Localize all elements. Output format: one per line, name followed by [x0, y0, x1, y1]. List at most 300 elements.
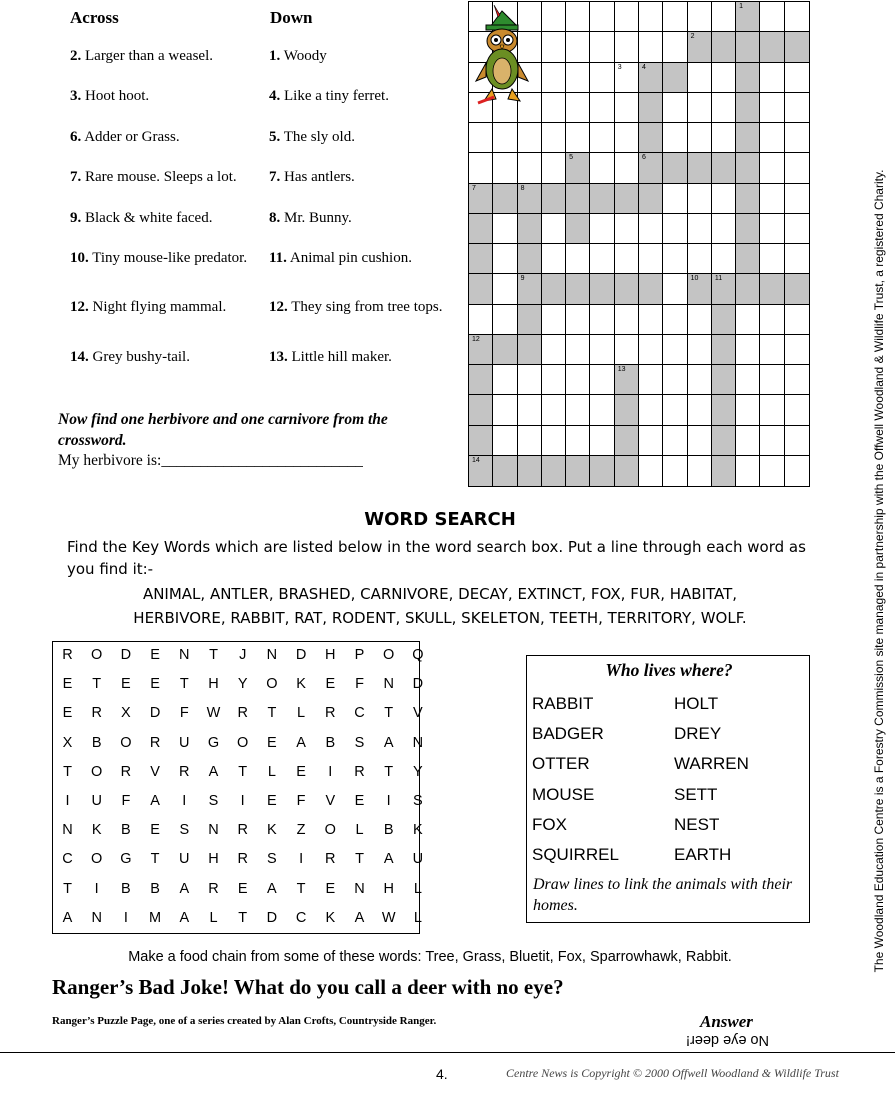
word-search-letter[interactable]: F: [121, 793, 131, 809]
crossword-answer-cell[interactable]: [493, 335, 517, 365]
crossword-answer-cell[interactable]: [736, 153, 760, 183]
word-search-letter[interactable]: T: [238, 763, 248, 780]
crossword-blank-cell: [688, 335, 712, 365]
word-search-letter[interactable]: L: [209, 909, 218, 926]
crossword-answer-cell[interactable]: [469, 395, 493, 425]
crossword-blank-cell: [542, 426, 566, 456]
crossword-answer-cell[interactable]: [736, 2, 760, 32]
crossword-blank-cell: [785, 123, 809, 153]
crossword-blank-cell: [615, 305, 639, 335]
word-search-letter[interactable]: S: [413, 793, 423, 809]
word-search-letter[interactable]: R: [354, 763, 365, 780]
animal-home[interactable]: SETT: [674, 784, 718, 804]
word-search-row: [53, 846, 424, 875]
crossword-blank-cell: [542, 153, 566, 183]
word-search-letter[interactable]: M: [149, 909, 162, 926]
side-charity-note: The Woodland Education Centre is a Forestry Commission site managed in partnership with the Offwell Woodland & Wildlife Trust, a registered Charity.: [872, 169, 886, 973]
who-lives-where-title: Who lives where?: [605, 660, 733, 680]
herbivore-answer-blank[interactable]: __________________________: [161, 452, 363, 469]
word-search-letter[interactable]: D: [266, 909, 278, 926]
word-search-letter[interactable]: N: [208, 822, 219, 839]
word-search-letter[interactable]: T: [63, 880, 72, 897]
word-search-letter[interactable]: R: [149, 734, 161, 751]
across-clue: [70, 127, 270, 147]
crossword-blank-cell: [542, 32, 566, 62]
crossword-answer-cell[interactable]: [736, 184, 760, 214]
crossword-answer-cell[interactable]: [736, 274, 760, 304]
word-search-letter[interactable]: D: [295, 647, 307, 663]
crossword-blank-cell: [663, 456, 687, 486]
word-search-letter[interactable]: L: [413, 909, 422, 926]
word-search-letter[interactable]: R: [179, 763, 190, 780]
word-search-letter[interactable]: X: [121, 705, 131, 722]
word-search-letter[interactable]: E: [267, 734, 277, 751]
word-search-letter[interactable]: K: [413, 822, 423, 839]
ranger-owl-mascot: [472, 5, 532, 107]
word-search-letter[interactable]: I: [123, 909, 128, 926]
crossword-blank-cell: [785, 63, 809, 93]
word-search-letter[interactable]: B: [121, 822, 131, 839]
word-search-letter[interactable]: K: [296, 676, 306, 693]
word-search-letter[interactable]: N: [383, 676, 394, 693]
crossword-blank-cell: [785, 456, 809, 486]
crossword-blank-cell: [736, 426, 760, 456]
word-search-letter[interactable]: S: [354, 734, 365, 751]
crossword-answer-cell[interactable]: [615, 395, 639, 425]
animal-home[interactable]: EARTH: [674, 845, 732, 864]
word-search-row: [53, 759, 421, 788]
crossword-blank-cell: [736, 395, 760, 425]
crossword-answer-cell[interactable]: [736, 63, 760, 93]
word-search-letter[interactable]: Y: [237, 676, 248, 693]
word-search-letter[interactable]: T: [209, 647, 218, 663]
crossword-answer-cell[interactable]: [493, 456, 517, 486]
crossword-blank-cell: [760, 93, 784, 123]
crossword-blank-cell: [542, 214, 566, 244]
word-search-letter[interactable]: R: [237, 822, 248, 839]
crossword-answer-cell[interactable]: [688, 274, 712, 304]
word-search-letter[interactable]: A: [267, 880, 277, 897]
animal-name[interactable]: MOUSE: [532, 784, 595, 804]
word-search-letter[interactable]: O: [91, 647, 103, 663]
crossword-blank-cell: [639, 305, 663, 335]
word-search-letter[interactable]: T: [384, 705, 394, 722]
word-search-title: WORD SEARCH: [364, 509, 516, 530]
crossword-blank-cell: [663, 184, 687, 214]
clue-number: 4.: [269, 88, 281, 104]
word-search-letter[interactable]: D: [412, 676, 424, 693]
crossword-answer-cell[interactable]: [712, 456, 736, 486]
crossword-answer-cell[interactable]: [469, 244, 493, 274]
crossword-answer-cell[interactable]: [615, 456, 639, 486]
word-search-letter[interactable]: H: [208, 851, 219, 868]
crossword-answer-cell[interactable]: [712, 305, 736, 335]
word-search-letter[interactable]: V: [413, 705, 423, 722]
word-search-letter[interactable]: L: [413, 880, 422, 897]
crossword-blank-cell: [566, 426, 590, 456]
crossword-blank-cell: [639, 335, 663, 365]
crossword-answer-cell[interactable]: [469, 426, 493, 456]
footer-divider: [0, 1052, 895, 1053]
word-search-letter[interactable]: R: [62, 647, 73, 663]
crossword-answer-cell[interactable]: [760, 32, 784, 62]
crossword-blank-cell: [542, 395, 566, 425]
word-search-letter[interactable]: C: [354, 705, 365, 722]
word-search-letter[interactable]: K: [91, 822, 102, 839]
word-search-letter[interactable]: A: [383, 734, 394, 751]
animal-home[interactable]: WARREN: [674, 754, 749, 774]
crossword-blank-cell: [688, 395, 712, 425]
crossword-answer-cell[interactable]: [469, 335, 493, 365]
word-search-letter[interactable]: H: [208, 676, 219, 693]
crossword-blank-cell: [785, 305, 809, 335]
crossword-blank-cell: [663, 365, 687, 395]
crossword-answer-cell[interactable]: [712, 32, 736, 62]
word-search-letter[interactable]: I: [386, 793, 391, 809]
word-search-letter[interactable]: R: [120, 763, 132, 780]
word-search-letter[interactable]: H: [325, 647, 336, 663]
word-search-letter[interactable]: B: [121, 880, 131, 897]
word-search-letter[interactable]: U: [91, 793, 102, 809]
crossword-answer-cell[interactable]: [469, 274, 493, 304]
crossword-answer-cell[interactable]: [615, 426, 639, 456]
crossword-answer-cell[interactable]: [639, 153, 663, 183]
word-search-letter[interactable]: T: [63, 763, 72, 780]
crossword-answer-cell[interactable]: [760, 274, 784, 304]
crossword-answer-cell[interactable]: [518, 305, 542, 335]
word-search-letter[interactable]: K: [267, 822, 277, 839]
word-search-letter[interactable]: T: [150, 851, 160, 868]
crossword-answer-cell[interactable]: [712, 153, 736, 183]
animal-home[interactable]: NEST: [674, 814, 720, 834]
crossword-answer-cell[interactable]: [542, 456, 566, 486]
word-search-letter[interactable]: A: [62, 909, 73, 926]
word-search-letter[interactable]: T: [267, 705, 277, 722]
word-search-letter[interactable]: T: [238, 909, 248, 926]
crossword-blank-cell: [712, 214, 736, 244]
crossword-answer-cell[interactable]: [663, 153, 687, 183]
crossword-blank-cell: [615, 2, 639, 32]
crossword-answer-cell[interactable]: [736, 123, 760, 153]
crossword-answer-cell[interactable]: [542, 184, 566, 214]
word-search-letter[interactable]: B: [325, 734, 336, 751]
word-search-letter[interactable]: I: [299, 851, 304, 868]
word-search-letter[interactable]: K: [325, 909, 336, 926]
word-search-letter[interactable]: E: [62, 705, 73, 722]
crossword-answer-cell[interactable]: [736, 244, 760, 274]
crossword-answer-cell[interactable]: [566, 456, 590, 486]
crossword-answer-cell[interactable]: [712, 426, 736, 456]
word-search-letter[interactable]: L: [355, 822, 364, 839]
word-search-letter[interactable]: T: [296, 880, 306, 897]
animal-home[interactable]: HOLT: [674, 694, 719, 713]
crossword-answer-cell[interactable]: [688, 153, 712, 183]
word-search-letter[interactable]: E: [325, 676, 336, 693]
crossword-answer-cell[interactable]: [469, 456, 493, 486]
crossword-blank-cell: [493, 214, 517, 244]
word-search-letter[interactable]: A: [354, 909, 365, 926]
word-search-letter[interactable]: F: [355, 676, 364, 693]
crossword-answer-cell[interactable]: [566, 214, 590, 244]
crossword-blank-cell: [785, 244, 809, 274]
crossword-blank-cell: [493, 365, 517, 395]
word-search-letter[interactable]: T: [92, 676, 102, 693]
word-search-letter[interactable]: A: [179, 880, 190, 897]
animal-home[interactable]: DREY: [674, 724, 722, 744]
crossword-answer-cell[interactable]: [518, 184, 542, 214]
word-search-letter[interactable]: R: [237, 851, 248, 868]
word-search-letter[interactable]: B: [91, 734, 102, 751]
crossword-answer-cell[interactable]: [566, 274, 590, 304]
word-search-letter[interactable]: I: [65, 793, 70, 809]
crossword-blank-cell: [493, 244, 517, 274]
clue-number: 7.: [269, 169, 281, 185]
word-search-letter[interactable]: U: [179, 734, 190, 751]
crossword-answer-cell[interactable]: [590, 274, 614, 304]
crossword-blank-cell: [615, 93, 639, 123]
word-search-letter[interactable]: E: [267, 793, 277, 809]
word-search-letter[interactable]: A: [208, 763, 219, 780]
word-search-letter[interactable]: R: [91, 705, 102, 722]
crossword-answer-cell[interactable]: [736, 93, 760, 123]
crossword-blank-cell: [566, 305, 590, 335]
word-search-letter[interactable]: N: [91, 909, 102, 926]
crossword-answer-cell[interactable]: [518, 244, 542, 274]
word-search-letter[interactable]: L: [297, 705, 306, 722]
word-search-grid[interactable]: [52, 641, 424, 934]
word-search-letter[interactable]: H: [383, 880, 394, 897]
crossword-blank-cell: [615, 335, 639, 365]
word-search-letter[interactable]: E: [354, 793, 365, 809]
word-search-letter[interactable]: T: [384, 763, 394, 780]
crossword-answer-cell[interactable]: [590, 184, 614, 214]
word-search-letter[interactable]: I: [240, 793, 245, 809]
word-search-letter[interactable]: F: [296, 793, 306, 809]
crossword-blank-cell: [688, 214, 712, 244]
across-clue: [70, 208, 270, 228]
word-search-letter[interactable]: R: [237, 705, 248, 722]
crossword-blank-cell: [736, 365, 760, 395]
crossword-answer-cell[interactable]: [566, 153, 590, 183]
word-search-letter[interactable]: S: [179, 822, 190, 839]
crossword-answer-cell[interactable]: [518, 335, 542, 365]
crossword-blank-cell: [590, 305, 614, 335]
page-number: 4.: [436, 1066, 448, 1082]
word-search-row: [53, 817, 421, 846]
across-clue: [70, 167, 270, 187]
word-search-letter[interactable]: E: [62, 676, 73, 693]
word-search-letter[interactable]: U: [412, 851, 424, 868]
crossword-blank-cell: [590, 2, 614, 32]
crossword-blank-cell: [590, 426, 614, 456]
crossword-blank-cell: [688, 244, 712, 274]
word-search-letter[interactable]: E: [237, 880, 248, 897]
word-search-letter[interactable]: N: [179, 647, 190, 663]
crossword-answer-cell[interactable]: [639, 184, 663, 214]
crossword-blank-cell: [663, 335, 687, 365]
crossword-blank-cell: [688, 426, 712, 456]
word-search-letter[interactable]: A: [296, 734, 306, 751]
crossword-blank-cell: [639, 395, 663, 425]
word-search-letter[interactable]: O: [383, 647, 395, 663]
crossword-blank-cell: [542, 123, 566, 153]
crossword-answer-cell[interactable]: [469, 365, 493, 395]
clue-number-label: 13: [617, 366, 626, 373]
word-search-letter[interactable]: X: [62, 734, 73, 751]
word-search-letter[interactable]: I: [182, 793, 187, 809]
crossword-answer-cell[interactable]: [518, 214, 542, 244]
word-search-letter[interactable]: T: [355, 851, 364, 868]
word-search-letter[interactable]: F: [179, 705, 189, 722]
crossword-answer-cell[interactable]: [736, 32, 760, 62]
word-search-letter[interactable]: Z: [296, 822, 306, 839]
crossword-blank-cell: [518, 365, 542, 395]
clue-number-label: 8: [520, 184, 525, 192]
word-search-letter[interactable]: R: [208, 880, 219, 897]
clue-number-label: 3: [617, 63, 622, 71]
crossword-blank-cell: [760, 305, 784, 335]
word-search-letter[interactable]: T: [179, 676, 189, 693]
word-search-letter[interactable]: P: [354, 647, 365, 663]
word-search-letter[interactable]: R: [325, 851, 336, 868]
word-search-letter[interactable]: Y: [413, 763, 423, 780]
crossword-blank-cell: [760, 214, 784, 244]
word-search-letter[interactable]: G: [207, 734, 220, 751]
word-search-letter[interactable]: O: [91, 851, 103, 868]
crossword-blank-cell: [590, 32, 614, 62]
word-search-letter[interactable]: E: [150, 822, 160, 839]
crossword-blank-cell: [760, 123, 784, 153]
word-search-letter[interactable]: A: [383, 851, 394, 868]
clue-number-label: 2: [690, 33, 695, 41]
word-search-letter[interactable]: U: [179, 851, 190, 868]
crossword-blank-cell: [712, 244, 736, 274]
crossword-answer-cell[interactable]: [542, 274, 566, 304]
word-search-letter[interactable]: G: [120, 851, 132, 868]
word-search-letter[interactable]: E: [121, 676, 131, 693]
word-search-letter[interactable]: D: [149, 705, 161, 722]
animal-name[interactable]: FOX: [532, 814, 567, 834]
crossword-answer-cell[interactable]: [785, 274, 809, 304]
word-search-letter[interactable]: W: [381, 909, 396, 926]
crossword-blank-cell: [566, 2, 590, 32]
across-clue: [70, 86, 270, 106]
word-search-letter[interactable]: S: [267, 851, 277, 868]
crossword-answer-cell[interactable]: [590, 456, 614, 486]
across-clue: [70, 248, 270, 268]
word-search-letter[interactable]: Q: [412, 647, 424, 663]
word-search-letter[interactable]: O: [266, 676, 278, 693]
word-search-letter[interactable]: I: [94, 880, 99, 897]
word-search-letter[interactable]: N: [266, 647, 278, 663]
crossword-answer-cell[interactable]: [566, 184, 590, 214]
crossword-answer-cell[interactable]: [663, 63, 687, 93]
crossword-blank-cell: [785, 153, 809, 183]
word-search-letter[interactable]: J: [239, 647, 247, 663]
crossword-answer-cell[interactable]: [518, 456, 542, 486]
word-search-letter[interactable]: S: [208, 793, 219, 809]
down-clue: [269, 347, 469, 367]
word-search-letter[interactable]: V: [325, 793, 336, 809]
word-search-letter[interactable]: C: [62, 851, 73, 868]
crossword-answer-cell[interactable]: [493, 184, 517, 214]
clue-number: 2.: [70, 48, 82, 64]
clue-number-label: 7: [472, 184, 476, 192]
crossword-answer-cell[interactable]: [639, 274, 663, 304]
crossword-blank-cell: [542, 63, 566, 93]
crossword-answer-cell[interactable]: [785, 32, 809, 62]
crossword-answer-cell[interactable]: [712, 395, 736, 425]
crossword-blank-cell: [712, 123, 736, 153]
word-search-letter[interactable]: D: [120, 647, 132, 663]
crossword-answer-cell[interactable]: [615, 184, 639, 214]
word-search-letter[interactable]: B: [150, 880, 160, 897]
crossword-answer-cell[interactable]: [469, 184, 493, 214]
word-search-letter[interactable]: O: [120, 734, 132, 751]
word-search-letter[interactable]: L: [267, 763, 276, 780]
word-search-letter[interactable]: E: [325, 880, 336, 897]
word-search-row: [53, 730, 424, 759]
animal-name[interactable]: RABBIT: [532, 694, 594, 713]
word-search-letter[interactable]: N: [62, 822, 73, 839]
word-search-letter[interactable]: N: [354, 880, 365, 897]
crossword-answer-cell[interactable]: [518, 274, 542, 304]
down-clue: [269, 248, 469, 268]
word-search-letter[interactable]: E: [150, 647, 160, 663]
animal-name[interactable]: OTTER: [532, 754, 590, 774]
crossword-answer-cell[interactable]: [615, 274, 639, 304]
clue-number: 6.: [70, 129, 82, 145]
word-search-letter[interactable]: C: [295, 909, 307, 926]
crossword-blank-cell: [663, 244, 687, 274]
crossword-answer-cell[interactable]: [639, 93, 663, 123]
word-search-letter[interactable]: A: [179, 909, 190, 926]
crossword-answer-cell[interactable]: [639, 63, 663, 93]
word-search-letter[interactable]: V: [150, 763, 160, 780]
word-search-letter[interactable]: R: [325, 705, 336, 722]
animal-name[interactable]: SQUIRREL: [532, 845, 619, 864]
word-search-letter[interactable]: O: [91, 763, 103, 780]
word-search-letter[interactable]: O: [237, 734, 249, 751]
crossword-blank-cell: [590, 244, 614, 274]
word-search-letter[interactable]: I: [328, 763, 333, 780]
crossword-blank-cell: [663, 305, 687, 335]
word-search-letter[interactable]: N: [412, 734, 424, 751]
word-search-letter[interactable]: E: [150, 676, 160, 693]
animal-name[interactable]: BADGER: [532, 724, 604, 744]
word-search-letter[interactable]: W: [206, 705, 221, 722]
word-search-letter[interactable]: O: [324, 822, 336, 839]
word-search-letter[interactable]: A: [150, 793, 160, 809]
word-search-letter[interactable]: E: [296, 763, 306, 780]
crossword-answer-cell[interactable]: [639, 123, 663, 153]
crossword-answer-cell[interactable]: [688, 32, 712, 62]
clue-text: Adder or Grass.: [84, 129, 180, 145]
crossword-answer-cell[interactable]: [712, 274, 736, 304]
crossword-answer-cell[interactable]: [615, 365, 639, 395]
crossword-answer-cell[interactable]: [712, 335, 736, 365]
crossword-blank-cell: [493, 153, 517, 183]
crossword-answer-cell[interactable]: [736, 214, 760, 244]
clue-number: 14.: [70, 349, 89, 365]
crossword-blank-cell: [518, 395, 542, 425]
crossword-answer-cell[interactable]: [712, 365, 736, 395]
word-search-letter[interactable]: B: [383, 822, 394, 839]
find-task-text: Now find one herbivore and one carnivore from the crossword.: [58, 411, 388, 449]
crossword-blank-cell: [760, 63, 784, 93]
crossword-answer-cell[interactable]: [469, 214, 493, 244]
crossword-blank-cell: [688, 305, 712, 335]
